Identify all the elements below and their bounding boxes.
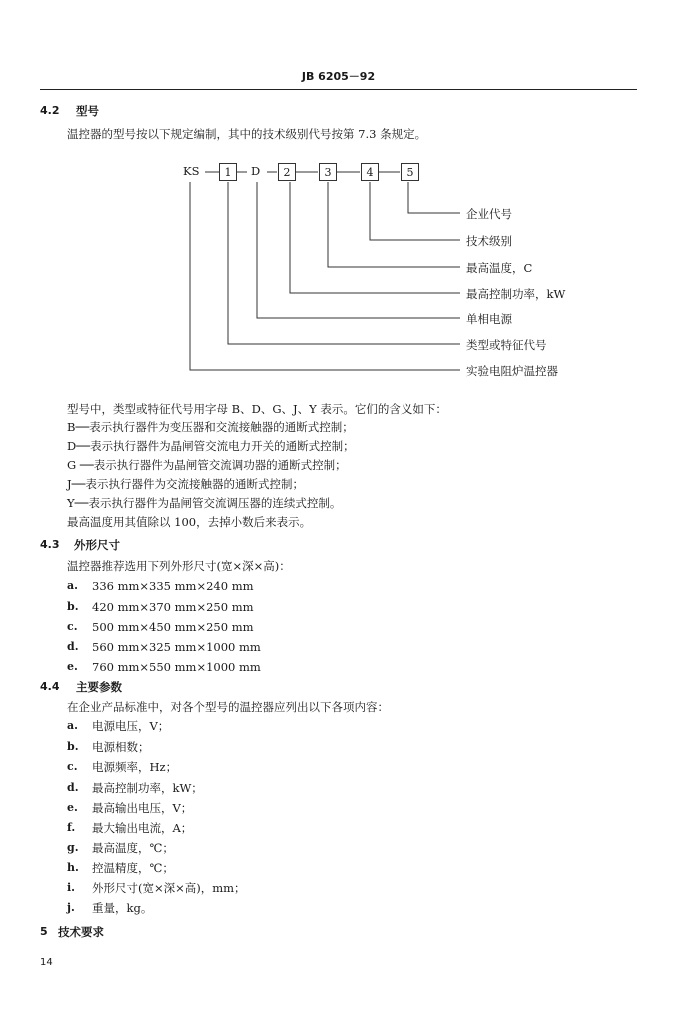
param-item-text: 电源相数； (92, 740, 150, 754)
code-prefix: KS (183, 164, 200, 178)
code-letter-d: D (251, 164, 261, 178)
section-4-4-title: 主要参数 (76, 680, 122, 694)
model-code-diagram (0, 0, 677, 400)
legend-tech-level: 技术级别 (466, 234, 512, 248)
standard-code: JB 6205－92 (301, 70, 376, 83)
param-item-text: 最高输出电压，V； (92, 801, 193, 815)
model-explain-g: G ──表示执行器件为晶闸管交流调功器的通断式控制； (67, 458, 347, 472)
param-item-letter: i. (67, 881, 76, 894)
legend-max-temp: 最高温度，C (466, 261, 533, 275)
param-item-text: 外形尺寸(宽×深×高)，mm； (92, 881, 246, 895)
size-item-letter: c. (67, 620, 78, 633)
param-item-text: 最高控制功率，kW； (92, 781, 203, 795)
param-item-letter: d. (67, 781, 79, 794)
page-number: 14 (40, 957, 53, 968)
size-item-letter: e. (67, 660, 78, 673)
param-item-letter: g. (67, 841, 79, 854)
section-5-number: 5 (40, 925, 48, 938)
model-explain-y: Y──表示执行器件为晶闸管交流调压器的连续式控制。 (67, 496, 342, 510)
param-item-text: 电源频率，Hz； (92, 760, 178, 774)
size-item-text: 336 mm×335 mm×240 mm (92, 579, 254, 593)
param-item-letter: b. (67, 740, 79, 753)
size-item-text: 760 mm×550 mm×1000 mm (92, 660, 261, 674)
section-4-3-number: 4.3 (40, 538, 60, 551)
section-4-3-intro: 温控器推荐选用下列外形尺寸(宽×深×高)： (67, 559, 291, 573)
legend-type-code: 类型或特征代号 (466, 338, 547, 352)
param-item-letter: f. (67, 821, 76, 834)
code-box-2: 2 (278, 163, 296, 181)
code-box-3: 3 (319, 163, 337, 181)
legend-product-name: 实验电阻炉温控器 (466, 364, 558, 378)
param-item-text: 控温精度，℃； (92, 861, 174, 875)
section-4-2-title: 型号 (76, 104, 99, 118)
param-item-letter: e. (67, 801, 78, 814)
section-4-4-number: 4.4 (40, 680, 60, 693)
size-item-letter: d. (67, 640, 79, 653)
legend-max-power: 最高控制功率，kW (466, 287, 566, 301)
param-item-letter: a. (67, 719, 78, 732)
model-explain-b: B──表示执行器件为变压器和交流接触器的通断式控制； (67, 420, 354, 434)
param-item-letter: j. (67, 901, 75, 914)
param-item-text: 最大输出电流，A； (92, 821, 193, 835)
temp-note: 最高温度用其值除以 100，去掉小数后来表示。 (67, 515, 312, 529)
code-box-4: 4 (361, 163, 379, 181)
legend-enterprise-code: 企业代号 (466, 207, 512, 221)
code-box-1: 1 (219, 163, 237, 181)
size-item-letter: b. (67, 600, 79, 613)
size-item-text: 420 mm×370 mm×250 mm (92, 600, 254, 614)
section-4-2-number: 4.2 (40, 104, 60, 117)
param-item-text: 重量，kg。 (92, 901, 153, 915)
model-explain-intro: 型号中，类型或特征代号用字母 B、D、G、J、Y 表示。它们的含义如下： (67, 402, 447, 416)
model-explain-j: J──表示执行器件为交流接触器的通断式控制； (67, 477, 304, 491)
param-item-text: 最高温度，℃； (92, 841, 174, 855)
size-item-letter: a. (67, 579, 78, 592)
param-item-letter: c. (67, 760, 78, 773)
param-item-text: 电源电压，V； (92, 719, 170, 733)
model-explain-d: D──表示执行器件为晶闸管交流电力开关的通断式控制； (67, 439, 355, 453)
section-4-4-intro: 在企业产品标准中，对各个型号的温控器应列出以下各项内容： (67, 700, 389, 714)
code-box-5: 5 (401, 163, 419, 181)
param-item-letter: h. (67, 861, 79, 874)
section-4-2-intro: 温控器的型号按以下规定编制，其中的技术级别代号按第 7.3 条规定。 (67, 127, 427, 141)
size-item-text: 500 mm×450 mm×250 mm (92, 620, 254, 634)
legend-single-phase: 单相电源 (466, 312, 512, 326)
size-item-text: 560 mm×325 mm×1000 mm (92, 640, 261, 654)
section-5-title: 技术要求 (58, 925, 104, 939)
section-4-3-title: 外形尺寸 (74, 538, 120, 552)
